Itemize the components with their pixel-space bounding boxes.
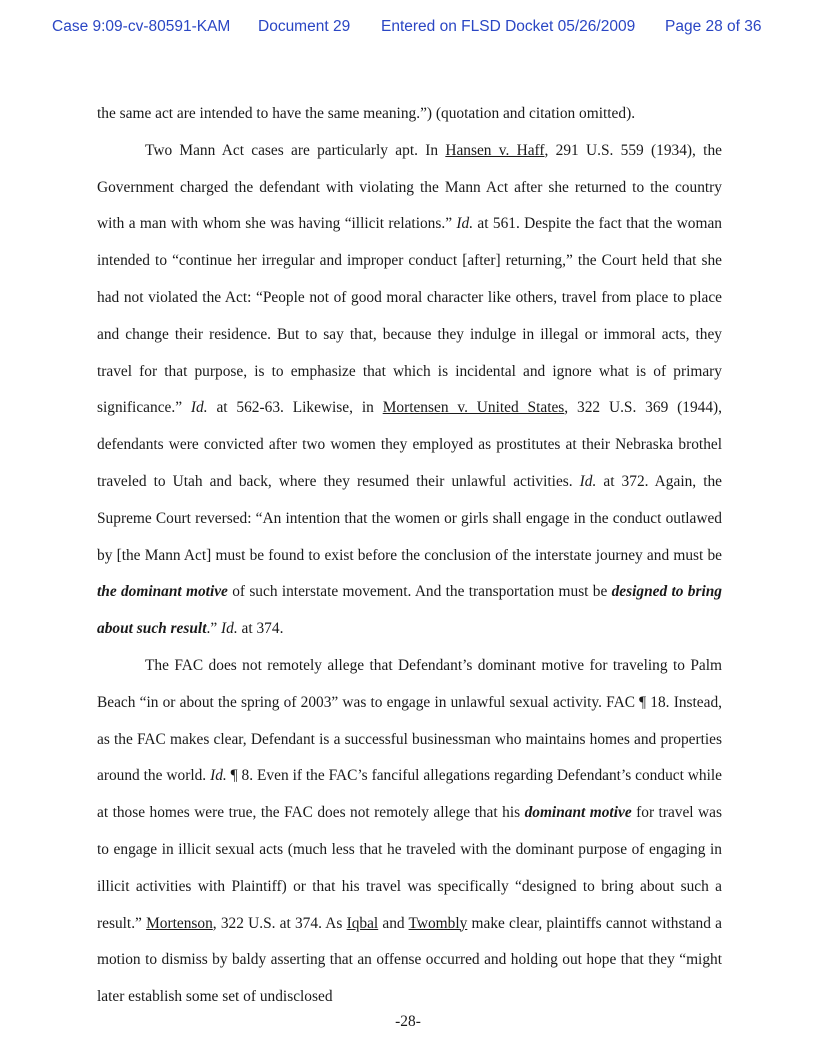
page-count: Page 28 of 36 [665, 18, 762, 35]
case-citation: Twombly [408, 914, 468, 932]
document-number: Document 29 [258, 18, 351, 35]
paragraph-fac-allegations: The FAC does not remotely allege that Defendant’s dominant motive for traveling to Palm Beach “in or about the spring of 2003” was to engage in unlawful sexual activity. FAC ¶ 18. Instead, as the FAC makes clear, Defendant is a successful businessman who maintains homes and properties around the world. Id. ¶ 8. Even if the FAC’s fanciful allegations regarding Defendant’s conduct while at those homes were true, the FAC does not remotely allege that his dominant motive for travel was to engage in illicit sexual acts (much less that he traveled with the dominant purpose of engaging in illicit activities with Plaintiff) or that his travel was specifically “designed to bring about such a result.” Mortenson, 322 U.S. at 374. As Iqbal and Twombly make clear, plaintiffs cannot withstand a motion to dismiss by baldy asserting that an offense occurred and holding out hope that they “might later establish some set of undisclosed [97, 656, 722, 1006]
case-number: Case 9:09-cv-80591-KAM [52, 18, 231, 35]
emphasis: the dominant motive [97, 583, 228, 601]
document-body [97, 96, 722, 1016]
page-number: -28- [395, 1013, 421, 1030]
case-citation: Iqbal [346, 914, 379, 932]
case-citation: Mortenson [146, 914, 213, 932]
paragraph-continuation: the same act are intended to have the same meaning.”) (quotation and citation omitted). [97, 105, 636, 122]
emphasis: dominant motive [524, 804, 632, 822]
paragraph-mann-act-cases: Two Mann Act cases are particularly apt. In Hansen v. Haff, 291 U.S. 559 (1934), the Government charged the defendant with violating the Mann Act after she returned to the country with a man with whom she was having “illicit relations.” Id. at 561. Despite the fact that the woman intended to “continue her irregular and improper conduct [after] returning,” the Court held that she had not violated the Act: “People not of good moral character like others, travel from place to place and change their residence. But to say that, because they indulge in illegal or immoral acts, they travel for that purpose, is to emphasize that which is incidental and ignore what is of primary significance.” Id. at 562-63. Likewise, in Mortensen v. United States, 322 U.S. 369 (1944), defendants were convicted after two women they employed as prostitutes at their Nebraska brothel traveled to Utah and back, where they resumed their unlawful activities. Id. at 372. Again, the Supreme Court reversed: “An intention that the women or girls shall engage in the conduct outlawed by [the Mann Act] must be found to exist before the conclusion of the interstate journey and must be the dominant motive of such interstate movement. And the transportation must be designed to bring about such result.” Id. at 374. [97, 141, 723, 638]
case-citation: Mortensen v. United States [382, 399, 565, 417]
case-citation: Hansen v. Haff [445, 141, 545, 159]
emphasis: designed to bring about such result [97, 583, 722, 638]
docket-entry-date: Entered on FLSD Docket 05/26/2009 [381, 18, 636, 35]
docket-header [0, 18, 816, 38]
